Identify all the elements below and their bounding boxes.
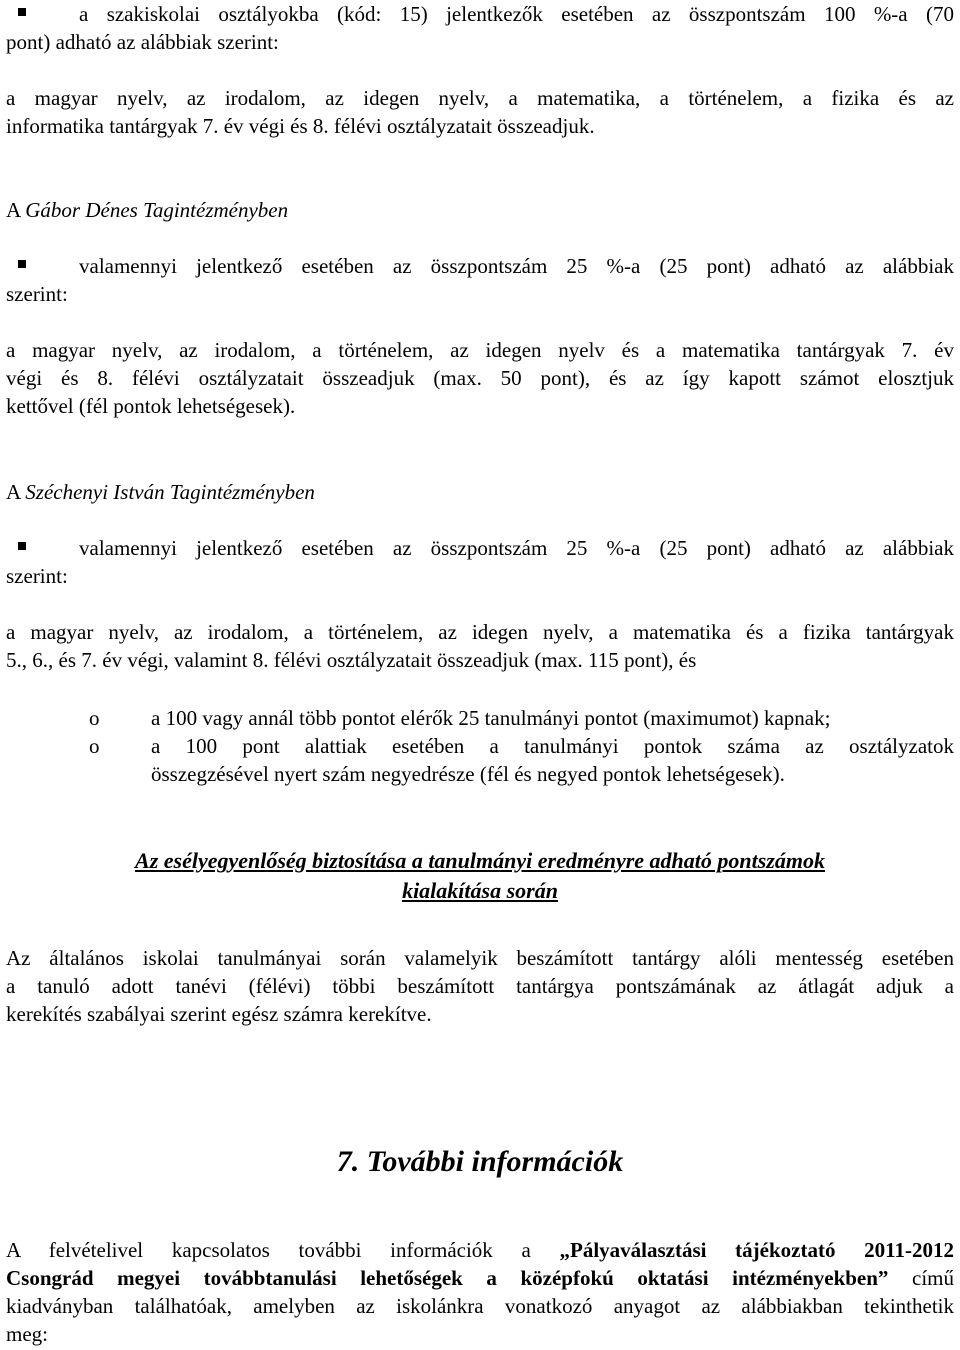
- text-line: kettővel (fél pontok lehetségesek).: [6, 394, 296, 418]
- chapter-heading: 7. További információk: [336, 1145, 624, 1178]
- text-line: Csongrád megyei továbbtanulási lehetőségek a középfokú oktatási intézményekben” című: [6, 1266, 954, 1290]
- text-line: informatika tantárgyak 7. év végi és 8. félévi osztályzatait összeadjuk.: [6, 114, 595, 138]
- text-line: Az általános iskolai tanulmányai során valamelyik beszámított tantárgy alóli mentesség esetében: [6, 946, 954, 970]
- text-line: pont) adható az alábbiak szerint:: [6, 30, 279, 54]
- section-heading: kialakítása során: [402, 878, 558, 903]
- square-bullet-icon: [18, 542, 26, 550]
- text-line: a tanuló adott tanévi (félévi) többi beszámított tantárgya pontszámának az átlagát adjuk a: [6, 974, 954, 998]
- text-line: végi és 8. félévi osztályzatait összeadjuk (max. 50 pont), és az így kapott számot elosztjuk: [6, 366, 954, 390]
- text-line: kiadványban találhatóak, amelyben az iskolánkra vonatkozó anyagot az alábbiakban tekinthetik: [6, 1294, 954, 1318]
- text-line: a magyar nyelv, az irodalom, a történelem, az idegen nyelv és a matematika tantárgyak 7. év: [6, 338, 954, 362]
- text-line: a szakiskolai osztályokba (kód: 15) jelentkezők esetében az összpontszám 100 %-a (70: [79, 2, 954, 26]
- section-title-szechenyi-istvan: A Széchenyi István Tagintézményben: [6, 480, 315, 504]
- text-line: összegzésével nyert szám negyedrésze (fél és negyed pontok lehetségesek).: [151, 762, 785, 786]
- text-line: a magyar nyelv, az irodalom, az idegen nyelv, a matematika, a történelem, a fizika és az: [6, 86, 954, 110]
- section-title-gabor-denes: A Gábor Dénes Tagintézményben: [6, 198, 289, 222]
- square-bullet-icon: [18, 260, 26, 268]
- text-line: kerekítés szabályai szerint egész számra kerekítve.: [6, 1002, 432, 1026]
- text-line: a 100 vagy annál több pontot elérők 25 tanulmányi pontot (maximumot) kapnak;: [151, 706, 831, 730]
- section-heading: Az esélyegyenlőség biztosítása a tanulmányi eredményre adható pontszámok: [135, 848, 825, 873]
- circle-bullet-icon: o: [89, 706, 100, 730]
- text-line: meg:: [6, 1322, 48, 1346]
- text-line: a 100 pont alattiak esetében a tanulmányi pontok száma az osztályzatok: [151, 734, 954, 758]
- text-line: szerint:: [6, 564, 68, 588]
- text-line: 5., 6., és 7. év végi, valamint 8. félévi osztályzatait összeadjuk (max. 115 pont), és: [6, 648, 697, 672]
- square-bullet-icon: [18, 8, 26, 16]
- circle-bullet-icon: o: [89, 734, 100, 758]
- text-line: A felvételivel kapcsolatos további információk a „Pályaválasztási tájékoztató 2011-2012: [6, 1238, 954, 1262]
- text-line: szerint:: [6, 282, 68, 306]
- text-line: valamennyi jelentkező esetében az összpontszám 25 %-a (25 pont) adható az alábbiak: [79, 254, 954, 278]
- text-line: a magyar nyelv, az irodalom, a történelem, az idegen nyelv, a matematika és a fizika tantárgyak: [6, 620, 954, 644]
- text-line: valamennyi jelentkező esetében az összpontszám 25 %-a (25 pont) adható az alábbiak: [79, 536, 954, 560]
